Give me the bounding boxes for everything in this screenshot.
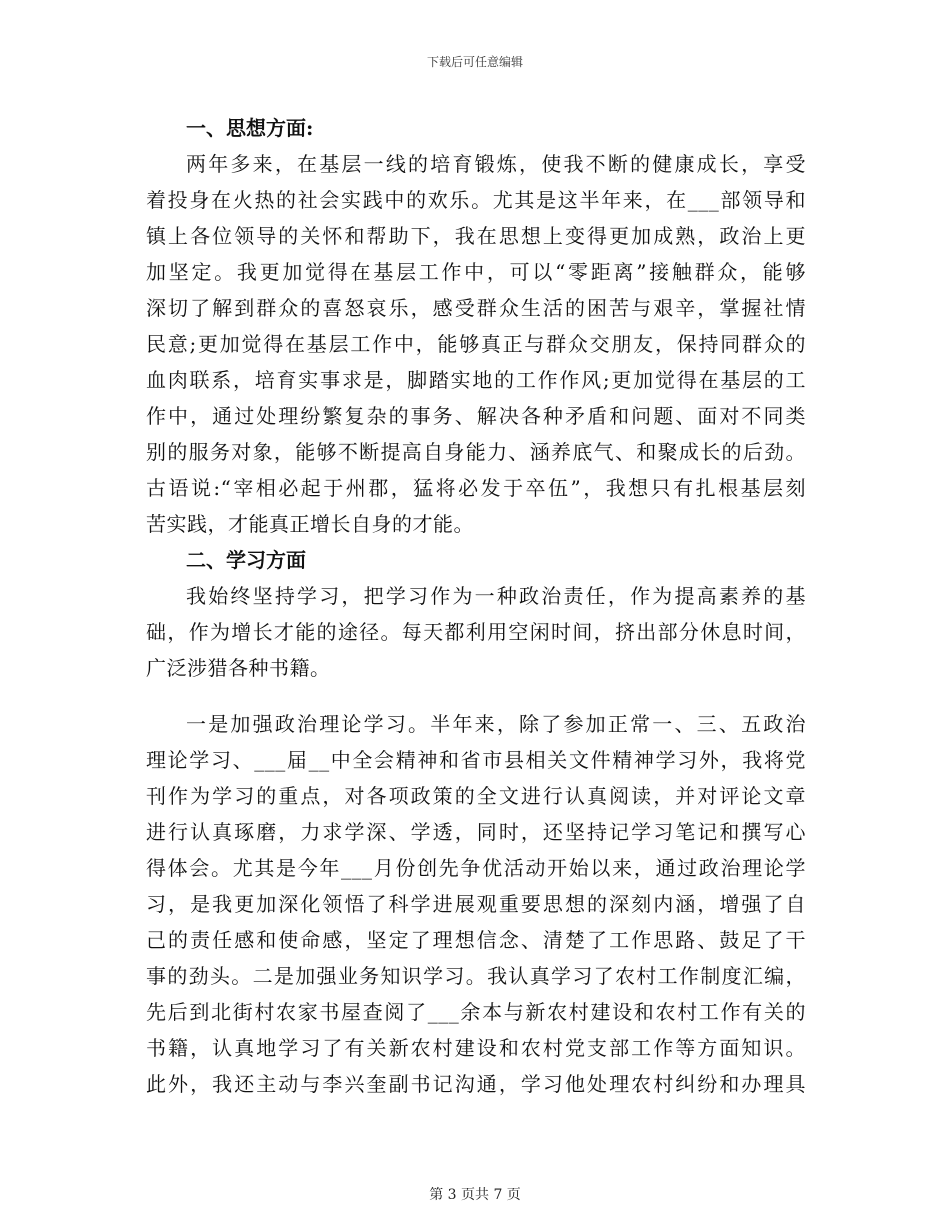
text-line: 古语说:“宰相必起于州郡，猛将必发于卒伍”，我想只有扎根基层刻 <box>146 476 806 500</box>
section-heading-study: 二、学习方面 <box>186 548 306 572</box>
text-line: 先后到北街村农家书屋查阅了___余本与新农村建设和农村工作有关的 <box>146 1000 806 1024</box>
text-line: 础，作为增长才能的途径。每天都利用空闲时间，挤出部分休息时间， <box>146 620 806 644</box>
text-line: 进行认真琢磨，力求学深、学透，同时，还坚持记学习笔记和撰写心 <box>146 820 806 844</box>
text-line: 作中，通过处理纷繁复杂的事务、解决各种矛盾和问题、面对不同类 <box>146 404 806 428</box>
page-footer: 第 3 页共 7 页 <box>429 1187 521 1203</box>
text-line: 加坚定。我更加觉得在基层工作中，可以“零距离”接触群众，能够 <box>146 260 806 284</box>
paragraph-thought <box>146 146 806 542</box>
text-line: 民意;更加觉得在基层工作中，能够真正与群众交朋友，保持同群众的 <box>146 332 806 356</box>
text-line: 此外，我还主动与李兴奎副书记沟通，学习他处理农村纠纷和办理具 <box>146 1072 806 1096</box>
text-line: 血肉联系，培育实事求是，脚踏实地的工作作风;更加觉得在基层的工 <box>146 368 806 392</box>
text-line: 镇上各位领导的关怀和帮助下，我在思想上变得更加成熟，政治上更 <box>146 224 806 248</box>
text-line: 己的责任感和使命感，坚定了理想信念、清楚了工作思路、鼓足了干 <box>146 928 806 952</box>
document-body <box>146 110 806 1102</box>
text-line: 书籍，认真地学习了有关新农村建设和农村党支部工作等方面知识。 <box>146 1036 806 1060</box>
text-line: 刊作为学习的重点，对各项政策的全文进行认真阅读，并对评论文章 <box>146 784 806 808</box>
text-line: 我始终坚持学习，把学习作为一种政治责任，作为提高素养的基 <box>186 584 806 608</box>
text-line: 别的服务对象，能够不断提高自身能力、涵养底气、和聚成长的后劲。 <box>146 440 806 464</box>
text-line: 深切了解到群众的喜怒哀乐，感受群众生活的困苦与艰辛，掌握社情 <box>146 296 806 320</box>
page-header: 下载后可任意编辑 <box>426 55 523 69</box>
text-line: 理论学习、___届__中全会精神和省市县相关文件精神学习外，我将党 <box>146 748 806 772</box>
paragraph-study-details <box>146 706 806 1102</box>
text-line: 广泛涉猎各种书籍。 <box>146 656 331 680</box>
text-line: 习，是我更加深化领悟了科学进展观重要思想的深刻内涵，增强了自 <box>146 892 806 916</box>
paragraph-study-intro <box>146 578 806 686</box>
text-line: 事的劲头。二是加强业务知识学习。我认真学习了农村工作制度汇编， <box>146 964 806 988</box>
text-line: 两年多来，在基层一线的培育锻炼，使我不断的健康成长，享受 <box>186 152 806 176</box>
text-line: 着投身在火热的社会实践中的欢乐。尤其是这半年来，在___部领导和 <box>146 188 806 212</box>
text-line: 苦实践，才能真正增长自身的才能。 <box>146 512 474 536</box>
text-line: 一是加强政治理论学习。半年来，除了参加正常一、三、五政治 <box>186 712 806 736</box>
section-heading-thought: 一、思想方面: <box>186 116 314 140</box>
text-line: 得体会。尤其是今年___月份创先争优活动开始以来，通过政治理论学 <box>146 856 806 880</box>
